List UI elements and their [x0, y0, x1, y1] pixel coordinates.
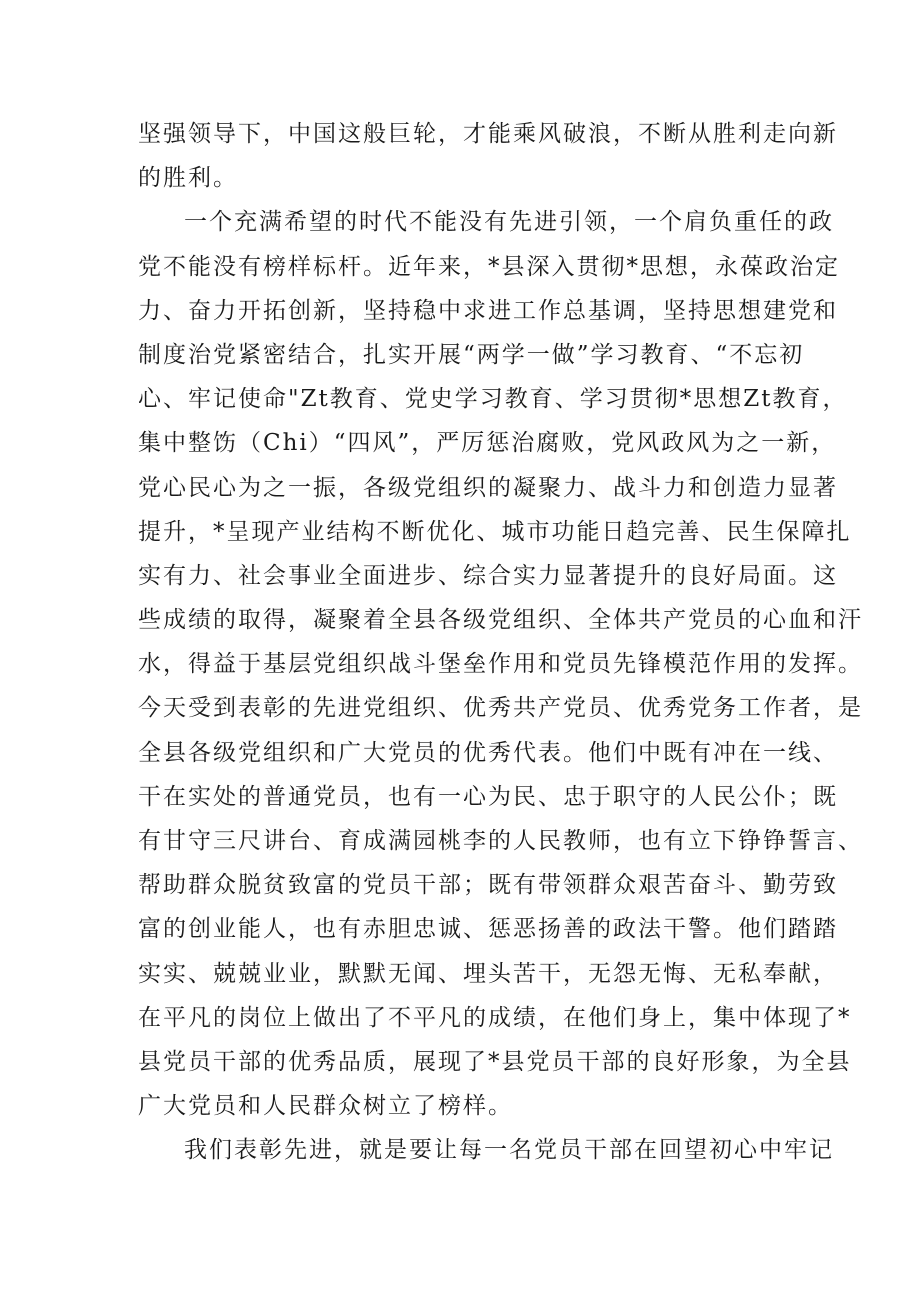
- text-line: 集中整饬（Chi）“四风”，严厉惩治腐败，党风政风为之一新，: [138, 430, 837, 457]
- text-line: 实有力、社会事业全面进步、综合实力显著提升的良好局面。这: [138, 562, 838, 589]
- text-line: 的胜利。: [138, 165, 238, 192]
- text-line: 党心民心为之一振，各级党组织的凝聚力、战斗力和创造力显著: [138, 474, 838, 501]
- text-line: 心、牢记使命"Zt教育、党史学习教育、学习贯彻*思想Zt教育，: [138, 386, 848, 413]
- document-body: [138, 112, 863, 1173]
- text-line: 坚强领导下，中国这般巨轮，才能乘风破浪，不断从胜利走向新: [138, 121, 838, 147]
- text-line: 县党员干部的优秀品质，展现了*县党员干部的良好形象，为全县: [138, 1048, 852, 1075]
- text-line: 实实、兢兢业业，默默无闻、埋头苦干，无怨无悔、无私奉献，: [138, 960, 838, 987]
- text-line: 提升，*呈现产业结构不断优化、城市功能日趋完善、民生保障扎: [138, 518, 852, 545]
- text-line: 些成绩的取得，凝聚着全县各级党组织、全体共产党员的心血和汗: [138, 607, 863, 634]
- text-line: 制度治党紧密结合，扎实开展“两学一做”学习教育、“不忘初: [138, 341, 805, 368]
- paragraph-first-line: 我们表彰先进，就是要让每一名党员干部在回望初心中牢记: [184, 1137, 834, 1164]
- text-line: 全县各级党组织和广大党员的优秀代表。他们中既有冲在一线、: [138, 739, 838, 766]
- text-line: 有甘守三尺讲台、育成满园桃李的人民教师，也有立下铮铮誓言、: [138, 828, 863, 854]
- text-line: 今天受到表彰的先进党组织、优秀共产党员、优秀党务工作者，是: [138, 695, 863, 722]
- text-line: 富的创业能人，也有赤胆忠诚、惩恶扬善的政法干警。他们踏踏: [138, 916, 838, 943]
- paragraph-first-line: 一个充满希望的时代不能没有先进引领，一个肩负重任的政: [184, 209, 834, 236]
- text-line: 广大党员和人民群众树立了榜样。: [138, 1093, 513, 1120]
- text-line: 水，得益于基层党组织战斗堡垒作用和党员先锋模范作用的发挥。: [138, 651, 863, 678]
- text-line: 力、奋力开拓创新，坚持稳中求进工作总基调，坚持思想建党和: [138, 297, 838, 324]
- text-line: 帮助群众脱贫致富的党员干部；既有带领群众艰苦奋斗、勤劳致: [138, 872, 838, 899]
- text-line: 干在实处的普通党员，也有一心为民、忠于职守的人民公仆；既: [138, 783, 838, 810]
- text-line: 在平凡的岗位上做出了不平凡的成绩，在他们身上，集中体现了*: [138, 1004, 852, 1031]
- text-line: 党不能没有榜样标杆。近年来，*县深入贯彻*思想，永葆政治定: [138, 253, 840, 280]
